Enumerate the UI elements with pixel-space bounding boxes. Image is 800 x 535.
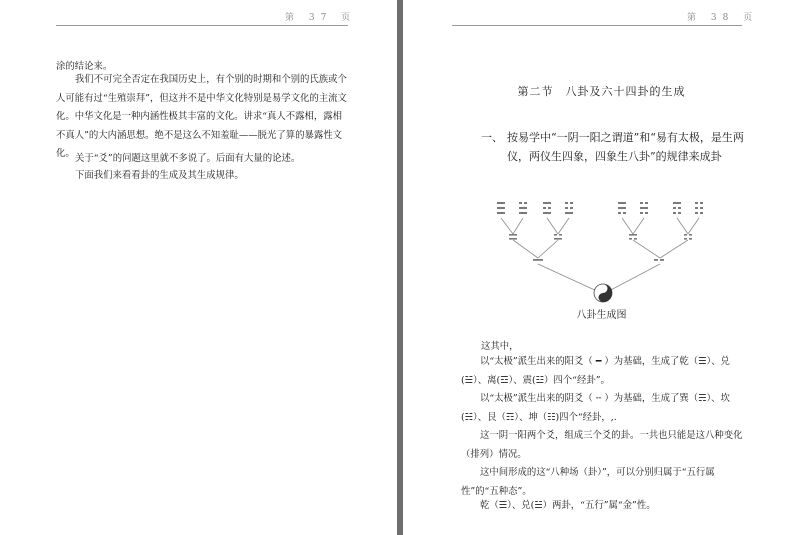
left-page: [0, 0, 397, 535]
trigram-xun: [618, 202, 626, 214]
bagua-diagram: [483, 196, 723, 306]
trigram-qian: [497, 202, 505, 214]
left-page-number: 第 37 页: [285, 13, 357, 23]
right-para-1: 这其中，: [481, 341, 519, 352]
right-para-5: 这中间形成的这“八种场（卦）”，可以分别归属于“五行属性”的“五种态”。: [461, 467, 715, 497]
taiji-symbol: [594, 284, 612, 302]
trigram-li: [543, 202, 551, 214]
two-forms: [533, 259, 664, 261]
subheading-number: 一、: [481, 131, 503, 144]
right-para-3: 以“太极”派生出来的阴爻（ ╌ ）为基础，生成了巽（☴）、坎(☵）、艮（☶）、坤（☷)四个“经卦，,.: [461, 393, 730, 423]
left-para-1: 涂的结论来。: [56, 61, 113, 72]
right-header-rule: [452, 25, 742, 26]
section-title: 第二节 八卦及六十四卦的生成: [517, 85, 686, 98]
branch-lines: [501, 218, 699, 292]
left-para-2: 我们不可完全否定在我国历史上，有个别的时期和个别的氏族或个人可能有过“生殖崇拜”，但这并不是中华文化特别是易学文化的主流文化。中华文化是一种内涵性极其丰富的文化。讲求“真人不露相，露相不真人”的大内涵思想。绝不是这么不知羞耻——脱光了算的暴露性文化。: [56, 74, 347, 160]
right-page: [403, 0, 800, 535]
figure-caption: 八卦生成图: [576, 310, 627, 321]
trigram-gen: [673, 202, 681, 214]
trigram-dui: [519, 202, 527, 214]
four-images: [509, 234, 692, 240]
subheading-text: 按易学中“一阴一阳之谓道”和“易有太极，是生两仪，两仪生四象，四象生八卦”的规律来成卦: [507, 131, 744, 163]
left-header-rule: [56, 25, 348, 26]
right-para-6: 乾（☰）、兑(☱）两卦，“五行”属“金”性。: [480, 500, 656, 511]
subheading: [481, 128, 765, 166]
left-para-4: 下面我们来看看卦的生成及其生成规律。: [75, 170, 244, 181]
right-para-2: 以“太极”派生出来的阳爻（ ━ ）为基础，生成了乾（☰）、兑(☱）、离(☲）、震(☳）四个“经卦”。: [461, 356, 730, 386]
trigram-kun: [695, 202, 703, 214]
right-page-number: 第 38 页: [687, 13, 759, 23]
right-para-4: 这一阴一阳两个爻，组成三个爻的卦。一共也只能是这八种变化（排列）情况。: [461, 430, 743, 460]
trigram-kan: [640, 202, 648, 214]
trigram-zhen: [565, 202, 573, 214]
left-para-3: 关于“爻”的问题这里就不多说了。后面有大量的论述。: [75, 153, 301, 164]
